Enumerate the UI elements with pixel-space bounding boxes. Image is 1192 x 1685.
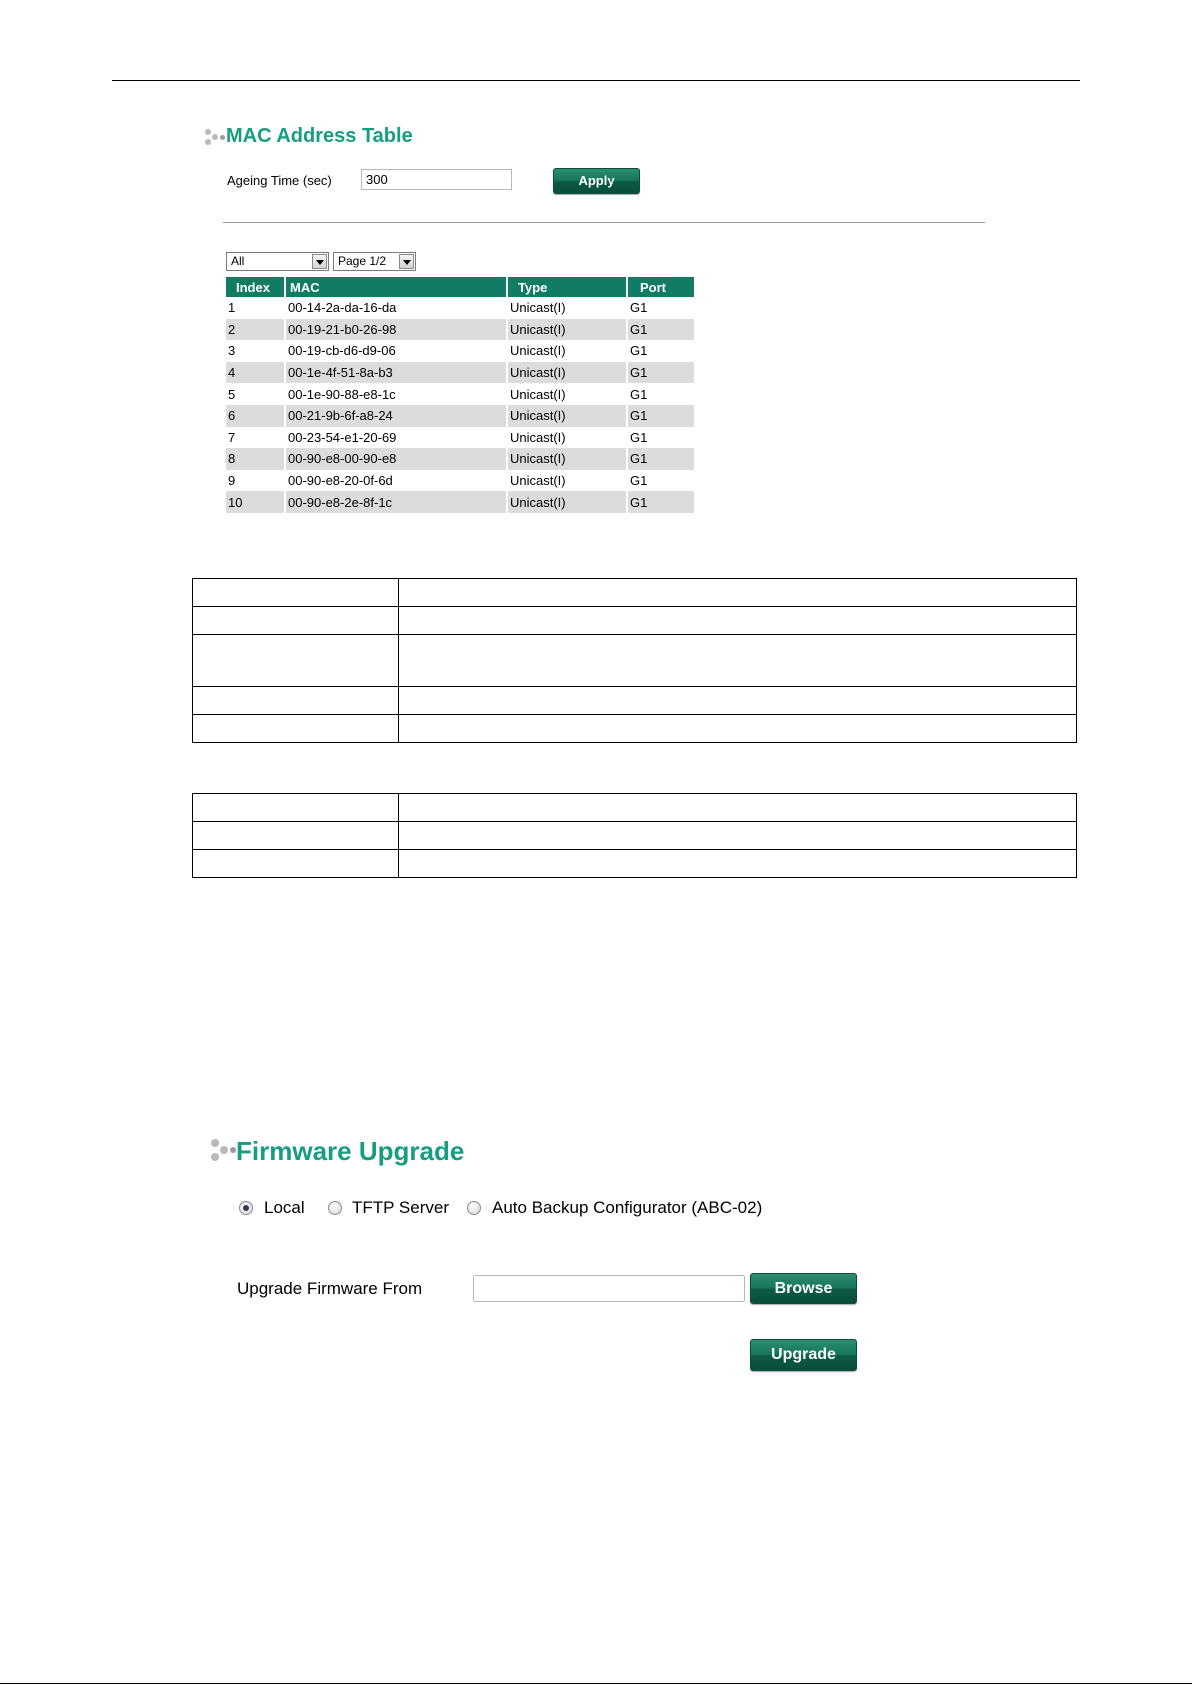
cell-type: Unicast(I) — [510, 343, 566, 359]
table-row — [193, 794, 1077, 822]
cell-mac: 00-21-9b-6f-a8-24 — [286, 405, 506, 427]
cell-type: Unicast(I) — [510, 386, 566, 402]
cell-mac: 00-19-21-b0-26-98 — [286, 319, 506, 341]
cell-port: G1 — [630, 429, 648, 445]
table-row — [226, 319, 694, 341]
table-cell — [193, 607, 399, 635]
column-header-port: Port — [628, 277, 694, 297]
table-cell — [193, 579, 399, 607]
cell-mac: 00-19-cb-d6-d9-06 — [288, 343, 396, 359]
table-row — [226, 491, 694, 513]
column-header-mac: MAC — [286, 277, 506, 297]
cell-type: Unicast(I) — [510, 473, 566, 489]
cell-index: 7 — [228, 429, 236, 445]
page-select[interactable] — [333, 252, 416, 271]
radio-tftp-server[interactable] — [328, 1201, 342, 1215]
table-cell — [399, 715, 1077, 743]
filter-select[interactable] — [226, 252, 329, 271]
table-cell — [193, 715, 399, 743]
cell-port: G1 — [628, 491, 694, 513]
browse-button[interactable]: Browse — [750, 1273, 857, 1304]
cell-index: 10 — [226, 491, 284, 513]
cell-index: 1 — [228, 300, 236, 316]
table-cell — [399, 635, 1077, 687]
cell-type: Unicast(I) — [510, 429, 566, 445]
table-cell — [193, 822, 399, 850]
table-cell — [193, 850, 399, 878]
ageing-time-label: Ageing Time (sec) — [227, 173, 332, 188]
upgrade-firmware-from-label: Upgrade Firmware From — [237, 1279, 423, 1298]
table-row — [226, 362, 694, 384]
cell-type: Unicast(I) — [508, 319, 626, 341]
cell-mac: 00-23-54-e1-20-69 — [288, 429, 397, 445]
table-cell — [193, 794, 399, 822]
table-cell — [399, 822, 1077, 850]
table-row — [193, 579, 1077, 607]
table-row — [226, 427, 694, 449]
cell-type: Unicast(I) — [508, 405, 626, 427]
section-dots-icon — [211, 1139, 237, 1165]
radio-local-label: Local — [264, 1198, 305, 1217]
ageing-time-input[interactable] — [361, 169, 512, 190]
table-cell — [193, 635, 399, 687]
table-cell — [399, 607, 1077, 635]
cell-port: G1 — [628, 405, 694, 427]
table-cell — [193, 687, 399, 715]
table-row — [193, 607, 1077, 635]
cell-mac: 00-90-e8-2e-8f-1c — [286, 491, 506, 513]
section-dots-icon — [205, 129, 227, 147]
cell-port: G1 — [628, 362, 694, 384]
table-row — [226, 297, 694, 319]
firmware-file-input[interactable] — [473, 1275, 745, 1302]
page-select-value: Page 1/2 — [338, 254, 387, 268]
mac-address-table — [224, 277, 696, 513]
empty-grid-table — [192, 793, 1077, 878]
page-top-rule — [112, 80, 1080, 81]
table-row — [193, 687, 1077, 715]
cell-index: 4 — [226, 362, 284, 384]
column-header-index: Index — [226, 277, 284, 297]
empty-grid-table — [192, 578, 1077, 743]
apply-button[interactable]: Apply — [553, 168, 640, 194]
table-cell — [399, 794, 1077, 822]
cell-port: G1 — [630, 473, 648, 489]
page-bottom-rule — [0, 1683, 1192, 1684]
table-row — [193, 715, 1077, 743]
cell-index: 3 — [228, 343, 236, 359]
table-cell — [399, 579, 1077, 607]
cell-mac: 00-90-e8-00-90-e8 — [286, 448, 506, 470]
cell-mac: 00-14-2a-da-16-da — [288, 300, 397, 316]
cell-type: Unicast(I) — [508, 448, 626, 470]
table-row — [193, 635, 1077, 687]
mac-table-title: MAC Address Table — [226, 125, 413, 147]
table-row — [193, 822, 1077, 850]
cell-port: G1 — [630, 343, 648, 359]
radio-auto-backup-configurator-label: Auto Backup Configurator (ABC-02) — [492, 1198, 763, 1217]
cell-type: Unicast(I) — [508, 491, 626, 513]
cell-index: 5 — [228, 386, 236, 402]
cell-type: Unicast(I) — [508, 362, 626, 384]
radio-local[interactable] — [239, 1201, 253, 1215]
table-row — [226, 405, 694, 427]
dropdown-arrow-icon — [399, 254, 414, 269]
cell-mac: 00-90-e8-20-0f-6d — [288, 473, 393, 489]
table-row — [226, 448, 694, 470]
cell-port: G1 — [630, 300, 648, 316]
cell-port: G1 — [630, 386, 648, 402]
cell-index: 6 — [226, 405, 284, 427]
filter-select-value: All — [231, 254, 245, 268]
table-row — [226, 470, 694, 492]
radio-auto-backup-configurator[interactable] — [467, 1201, 481, 1215]
table-cell — [399, 687, 1077, 715]
section-separator — [223, 222, 985, 223]
cell-mac: 00-1e-4f-51-8a-b3 — [286, 362, 506, 384]
dropdown-arrow-icon — [312, 254, 327, 269]
cell-index: 9 — [228, 473, 236, 489]
cell-mac: 00-1e-90-88-e8-1c — [288, 386, 396, 402]
cell-type: Unicast(I) — [510, 300, 566, 316]
table-row — [226, 383, 694, 405]
radio-tftp-server-label: TFTP Server — [352, 1198, 449, 1217]
upgrade-button[interactable]: Upgrade — [750, 1339, 857, 1371]
table-header-row — [226, 277, 694, 297]
table-row — [193, 850, 1077, 878]
column-header-type: Type — [508, 277, 626, 297]
table-cell — [399, 850, 1077, 878]
cell-port: G1 — [628, 448, 694, 470]
cell-index: 2 — [226, 319, 284, 341]
cell-index: 8 — [226, 448, 284, 470]
cell-port: G1 — [628, 319, 694, 341]
table-row — [226, 340, 694, 362]
firmware-upgrade-title: Firmware Upgrade — [236, 1136, 465, 1166]
